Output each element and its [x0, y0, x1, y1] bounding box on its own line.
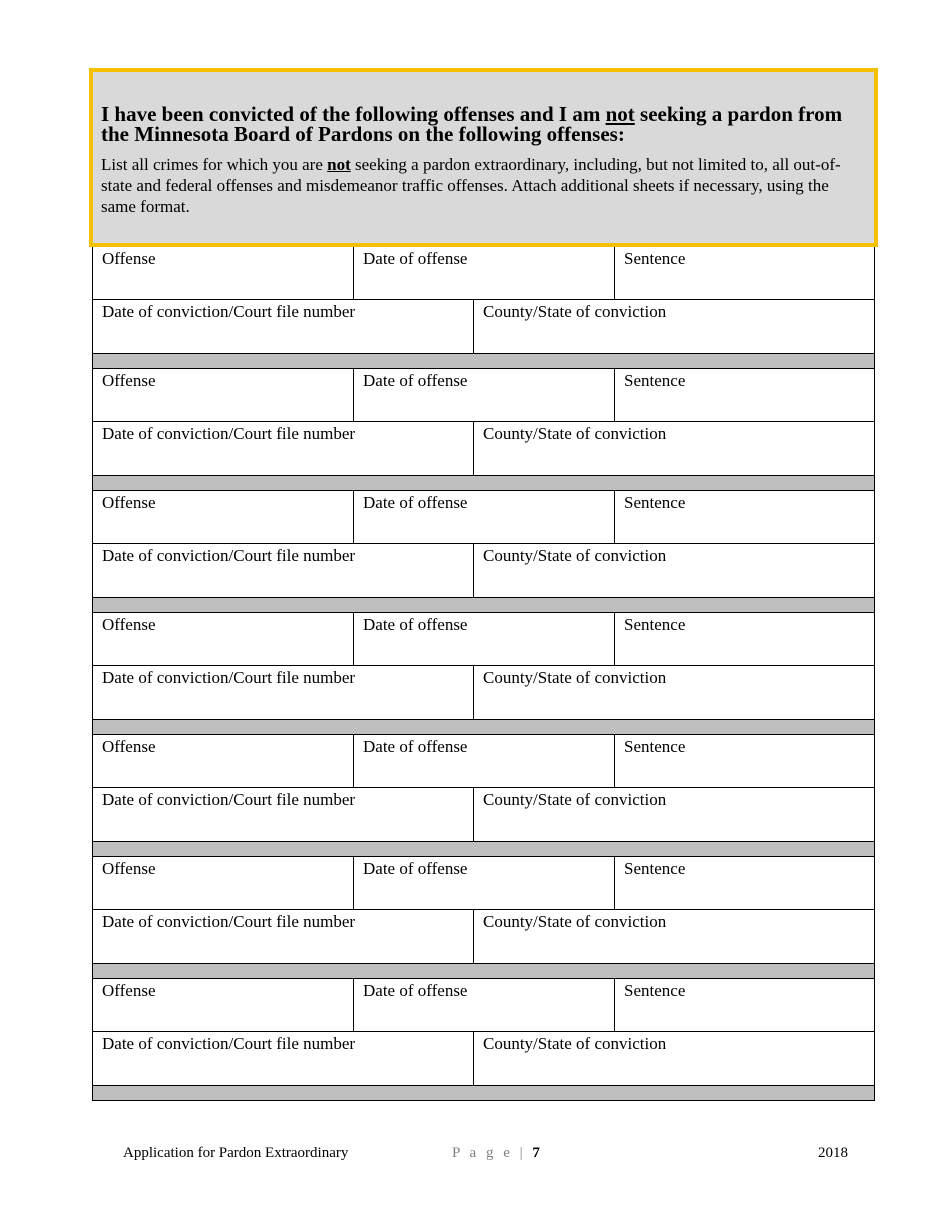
county-state-field[interactable]: [474, 666, 874, 720]
sentence-label: Sentence: [624, 737, 686, 756]
page-footer: [0, 1145, 950, 1165]
sentence-label: Sentence: [624, 371, 686, 390]
offense-row: [93, 979, 874, 1032]
offense-entry: [93, 857, 874, 964]
conviction-date-file-label: Date of conviction/Court file number: [102, 302, 356, 321]
entry-separator: [93, 598, 874, 613]
title-emphasis: not: [605, 102, 635, 126]
offense-label: Offense: [102, 249, 156, 268]
sentence-field[interactable]: [615, 613, 874, 665]
entry-separator: [93, 842, 874, 857]
offense-row: [93, 491, 874, 544]
sentence-label: Sentence: [624, 859, 686, 878]
section-title: [101, 104, 866, 144]
offense-field[interactable]: [93, 735, 354, 787]
offense-row: [93, 613, 874, 666]
sentence-field[interactable]: [615, 735, 874, 787]
conviction-row: [93, 788, 874, 842]
offense-field[interactable]: [93, 613, 354, 665]
offense-entry: [93, 369, 874, 476]
offense-table: [92, 247, 875, 1101]
conviction-date-file-label: Date of conviction/Court file number: [102, 424, 356, 443]
county-state-label: County/State of conviction: [483, 1034, 667, 1053]
date-of-offense-label: Date of offense: [363, 249, 468, 268]
date-of-offense-label: Date of offense: [363, 615, 468, 634]
date-of-offense-label: Date of offense: [363, 859, 468, 878]
offense-label: Offense: [102, 737, 156, 756]
conviction-date-file-field[interactable]: [93, 666, 474, 720]
offense-field[interactable]: [93, 979, 354, 1031]
sentence-field[interactable]: [615, 857, 874, 909]
title-text: I have been convicted of the following offenses and I am: [101, 102, 606, 126]
conviction-date-file-field[interactable]: [93, 422, 474, 476]
conviction-date-file-field[interactable]: [93, 910, 474, 964]
conviction-date-file-label: Date of conviction/Court file number: [102, 790, 356, 809]
instructions-text-cont: seeking a pardon extraordinary, including, but not limited to, all out-of-state and federal offenses and misdemeanor traffic offenses. Attach additional sheets if necessary, using the same format.: [101, 155, 841, 216]
footer-year: 2018: [818, 1145, 848, 1161]
page-number: 7: [532, 1145, 540, 1161]
offense-row: [93, 247, 874, 300]
sentence-label: Sentence: [624, 493, 686, 512]
sentence-field[interactable]: [615, 491, 874, 543]
offense-label: Offense: [102, 615, 156, 634]
instructions-header: [89, 68, 878, 247]
date-of-offense-field[interactable]: [354, 491, 615, 543]
offense-label: Offense: [102, 981, 156, 1000]
entry-separator: [93, 720, 874, 735]
sentence-field[interactable]: [615, 247, 874, 299]
offense-field[interactable]: [93, 491, 354, 543]
entry-separator: [93, 964, 874, 979]
entry-separator: [93, 476, 874, 491]
sentence-label: Sentence: [624, 249, 686, 268]
conviction-date-file-label: Date of conviction/Court file number: [102, 1034, 356, 1053]
section-instructions: [101, 154, 866, 217]
conviction-date-file-field[interactable]: [93, 1032, 474, 1086]
offense-label: Offense: [102, 493, 156, 512]
sentence-field[interactable]: [615, 979, 874, 1031]
conviction-date-file-label: Date of conviction/Court file number: [102, 546, 356, 565]
date-of-offense-field[interactable]: [354, 613, 615, 665]
conviction-date-file-field[interactable]: [93, 300, 474, 354]
offense-field[interactable]: [93, 857, 354, 909]
offense-row: [93, 857, 874, 910]
offense-entry: [93, 247, 874, 354]
county-state-label: County/State of conviction: [483, 302, 667, 321]
date-of-offense-field[interactable]: [354, 735, 615, 787]
offense-label: Offense: [102, 859, 156, 878]
date-of-offense-label: Date of offense: [363, 493, 468, 512]
date-of-offense-label: Date of offense: [363, 981, 468, 1000]
offense-entry: [93, 491, 874, 598]
conviction-row: [93, 544, 874, 598]
county-state-field[interactable]: [474, 422, 874, 476]
offense-field[interactable]: [93, 369, 354, 421]
county-state-field[interactable]: [474, 788, 874, 842]
page-indicator: [452, 1145, 540, 1162]
county-state-label: County/State of conviction: [483, 546, 667, 565]
date-of-offense-field[interactable]: [354, 979, 615, 1031]
conviction-row: [93, 666, 874, 720]
offense-label: Offense: [102, 371, 156, 390]
date-of-offense-label: Date of offense: [363, 371, 468, 390]
sentence-label: Sentence: [624, 981, 686, 1000]
offense-field[interactable]: [93, 247, 354, 299]
page-label: P a g e |: [452, 1145, 526, 1161]
sentence-label: Sentence: [624, 615, 686, 634]
county-state-label: County/State of conviction: [483, 668, 667, 687]
conviction-row: [93, 300, 874, 354]
instructions-text: List all crimes for which you are: [101, 155, 328, 174]
date-of-offense-field[interactable]: [354, 857, 615, 909]
offense-entry: [93, 613, 874, 720]
county-state-field[interactable]: [474, 544, 874, 598]
date-of-offense-field[interactable]: [354, 247, 615, 299]
county-state-label: County/State of conviction: [483, 912, 667, 931]
conviction-row: [93, 1032, 874, 1086]
sentence-field[interactable]: [615, 369, 874, 421]
instructions-emphasis: not: [327, 155, 351, 174]
conviction-date-file-field[interactable]: [93, 788, 474, 842]
conviction-date-file-field[interactable]: [93, 544, 474, 598]
offense-entry: [93, 979, 874, 1086]
county-state-field[interactable]: [474, 910, 874, 964]
date-of-offense-label: Date of offense: [363, 737, 468, 756]
county-state-label: County/State of conviction: [483, 424, 667, 443]
entry-separator: [93, 354, 874, 369]
county-state-field[interactable]: [474, 300, 874, 354]
offense-entry: [93, 735, 874, 842]
conviction-row: [93, 910, 874, 964]
conviction-row: [93, 422, 874, 476]
offense-row: [93, 735, 874, 788]
date-of-offense-field[interactable]: [354, 369, 615, 421]
conviction-date-file-label: Date of conviction/Court file number: [102, 912, 356, 931]
offense-row: [93, 369, 874, 422]
title-text-cont: seeking a pardon from the Minnesota Board of Pardons on the following offenses:: [101, 102, 843, 146]
county-state-label: County/State of conviction: [483, 790, 667, 809]
conviction-date-file-label: Date of conviction/Court file number: [102, 668, 356, 687]
county-state-field[interactable]: [474, 1032, 874, 1086]
entry-separator: [93, 1086, 874, 1101]
footer-title: Application for Pardon Extraordinary: [123, 1145, 349, 1161]
